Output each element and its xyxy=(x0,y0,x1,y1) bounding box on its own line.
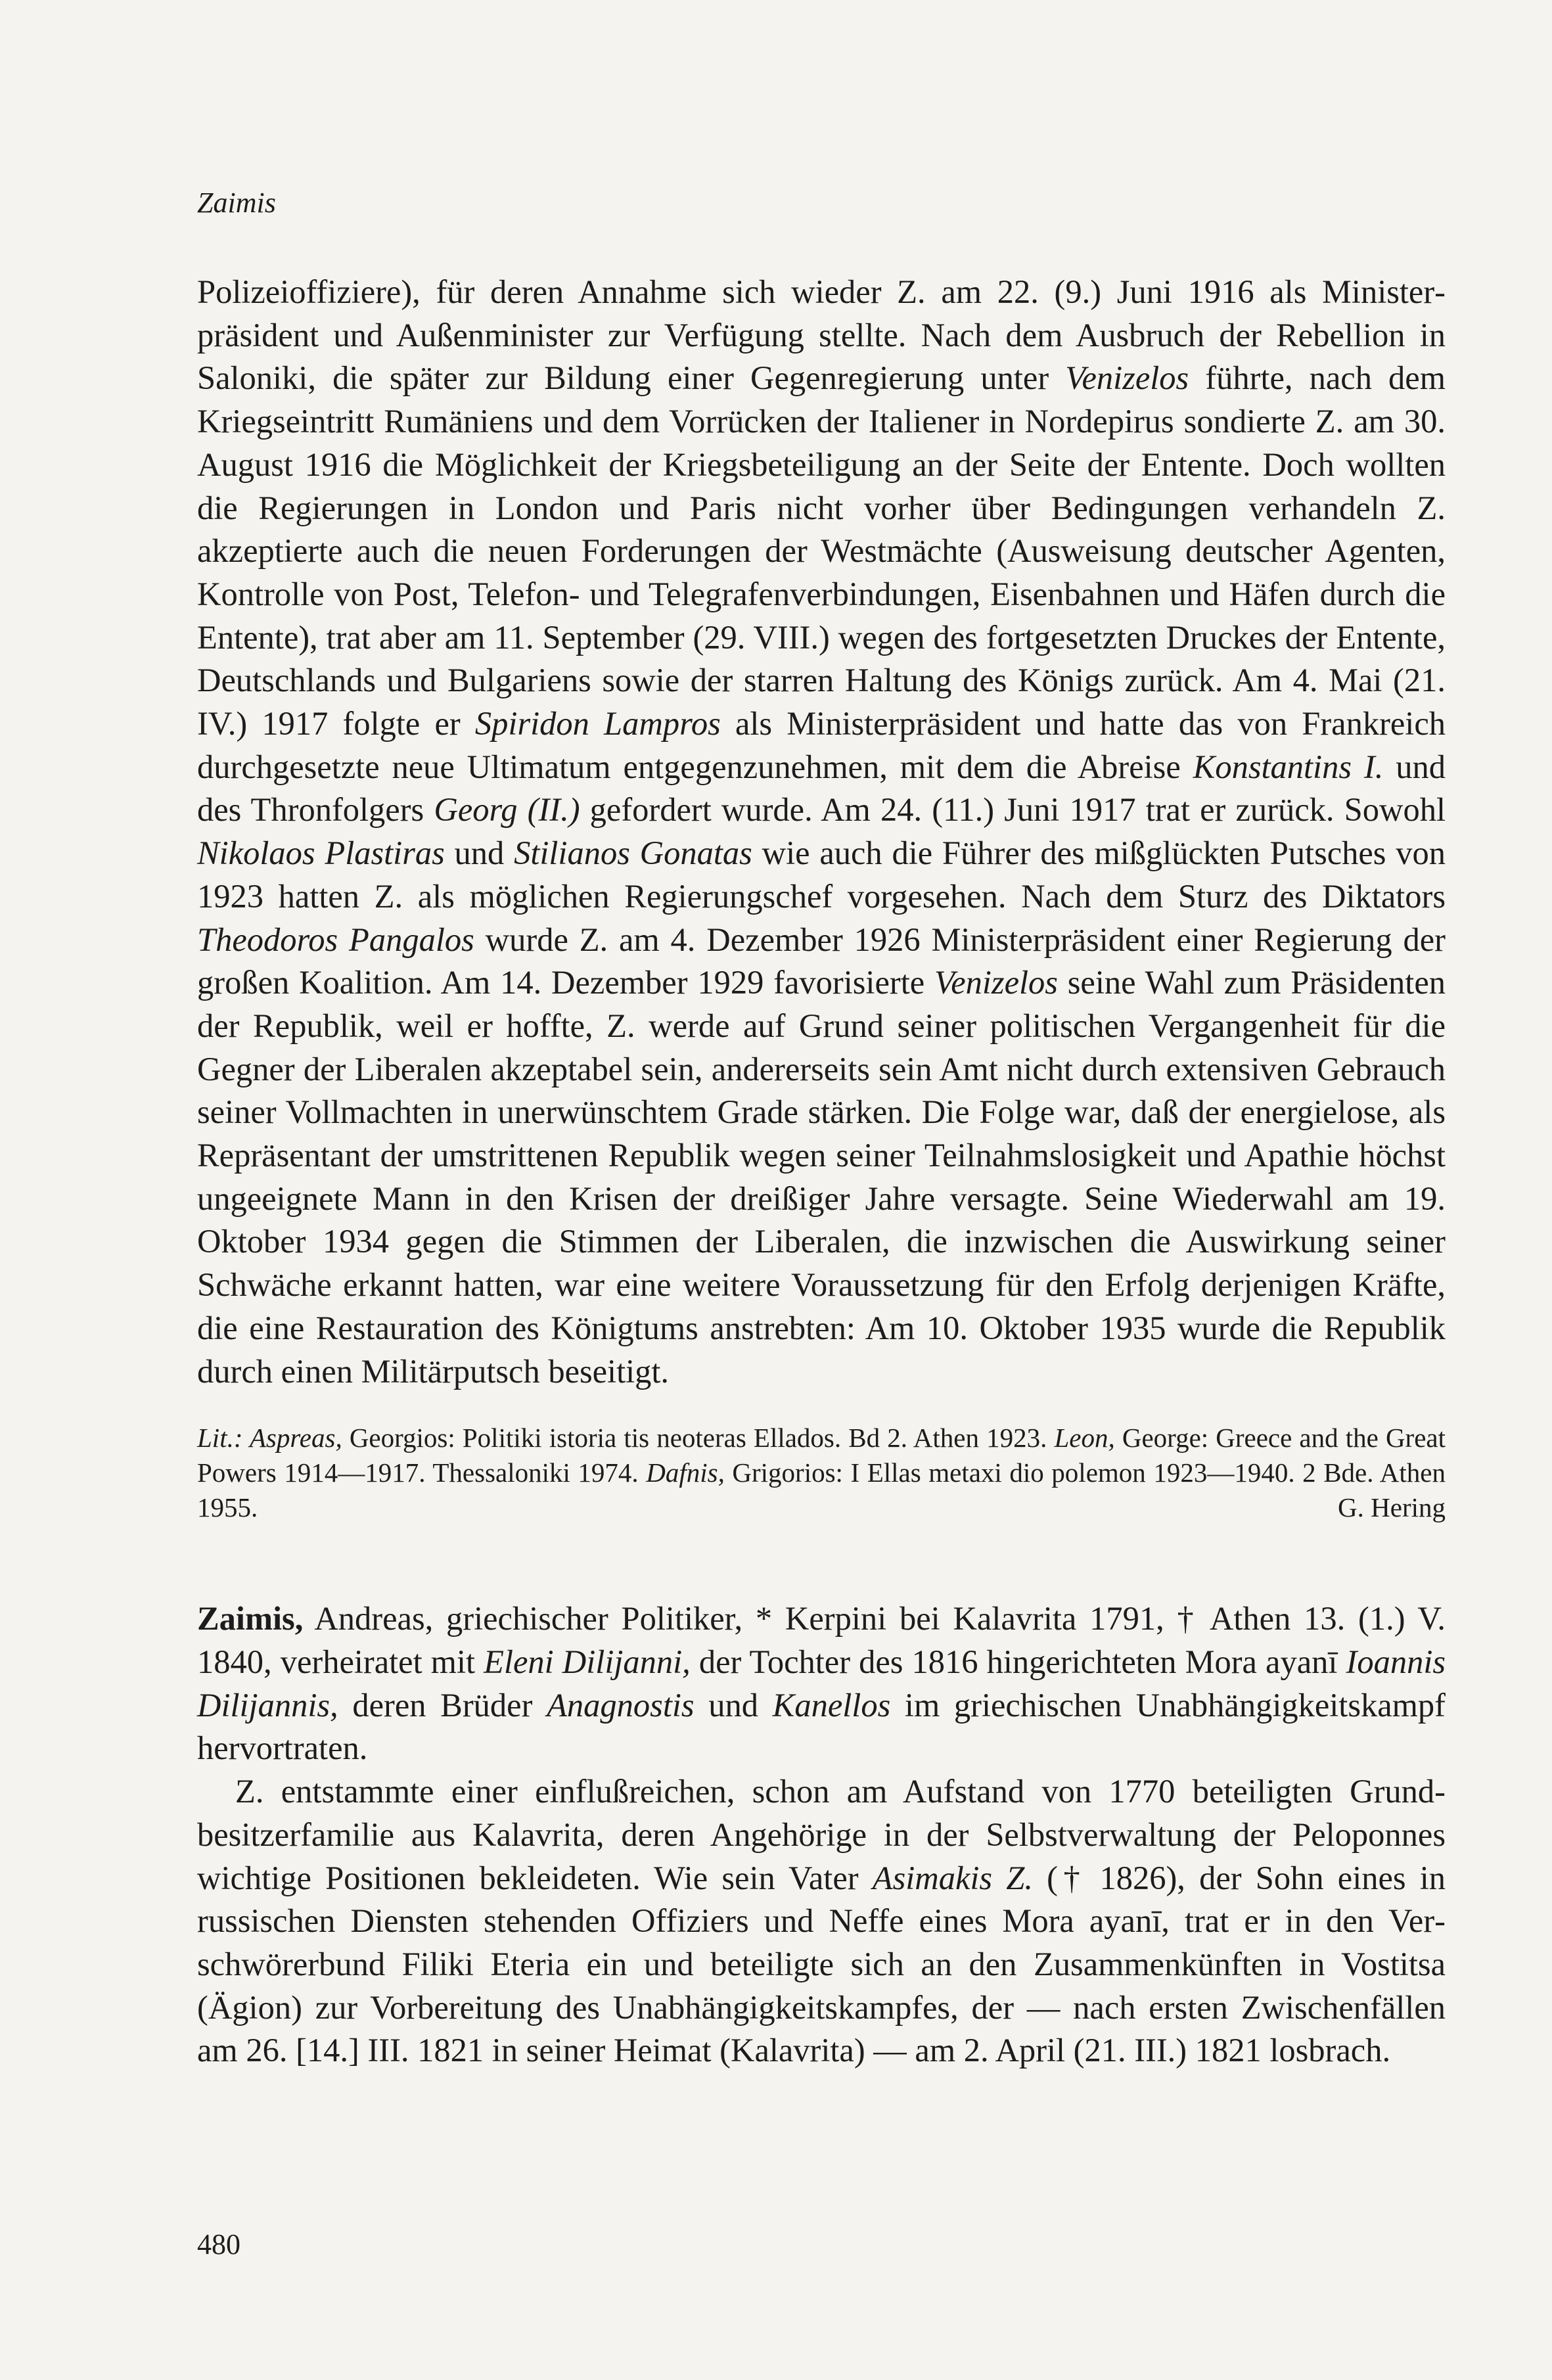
text-run: der Tochter des 1816 hingerichteten Mora ayanī xyxy=(690,1643,1346,1680)
article2-paragraph-2 xyxy=(197,1770,1446,2072)
lit-text: Georgios: Politiki istoria tis neoteras Ellados. Bd 2. Athen 1923. xyxy=(342,1423,1055,1453)
text-run: als Ministerpräsident und hatte das von Frankreich durchgesetzte neue Ultimatum entgegenzunehmen, mit dem die Abreise xyxy=(197,705,1446,785)
lit-label: Lit.: xyxy=(197,1423,250,1453)
person-name: Spiridon Lampros xyxy=(474,705,721,743)
person-name: Anagnostis xyxy=(547,1686,695,1724)
lit-text: Grigorios: I Ellas metaxi dio polemon 1923—1940. 2 Bde. Athen 1955. xyxy=(197,1457,1446,1523)
running-header: Zaimis xyxy=(197,187,276,219)
person-name: Ioannis Dilijannis, xyxy=(197,1643,1446,1724)
text-run: wurde Z. am 4. Dezember 1926 Ministerpräsident einer Regierung der großen Koalition. Am 14. Dezember 1929 favorisierte xyxy=(197,921,1446,1001)
person-name: Venizelos xyxy=(934,964,1058,1001)
article2 xyxy=(197,1597,1446,2072)
person-name: Asimakis Z. xyxy=(872,1859,1033,1896)
person-name: Georg (II.) xyxy=(434,791,580,829)
headword: Zaimis, xyxy=(197,1600,304,1637)
text-run: seine Wahl zum Präsidenten der Republik, weil er hoffte, Z. werde auf Grund seiner politischen Vergangenheit für die Gegner der Liberalen akzeptabel sein, andererseits sein Amt nicht durch extensiven Gebrauch seiner Vollmachten in unerwünschtem Grade stärken. Die Folge war, daß der energielose, als Repräsentant der umstrittenen Republik wegen seiner Teilnahmslosigkeit und Apathie höchst ungeeignete Mann in den Krisen der dreißiger Jahre versagte. Seine Wiederwahl am 19. Oktober 1934 gegen die Stimmen der Liberalen, die inzwischen die Auswirkung seiner Schwäche erkannt hatten, war eine weitere Voraussetzung für den Erfolg derjenigen Kräfte, die eine Restauration des Königtums anstrebten: Am 10. Oktober 1935 wurde die Republik durch einen Militärputsch beseitigt. xyxy=(197,964,1446,1390)
literature-references xyxy=(197,1421,1446,1525)
text-run: führte, nach dem Kriegseintritt Rumäniens und dem Vorrücken der Italiener in Nordepirus sondierte Z. am 30. August 1916 die Möglichkeit der Kriegsbeteiligung an der Seite der Entente. Doch wollten die Regierungen in London und Paris nicht vorher über Bedingungen verhandeln Z. akzeptierte auch die neuen Forderungen der Westmächte (Ausweisung deutscher Agenten, Kontrolle von Post, Telefon- und Telegrafenverbindungen, Eisenbahnen und Häfen durch die Entente), trat aber am 11. September (29. VIII.) wegen des fortgesetzten Druckes der Entente, Deutschlands und Bulgariens sowie der starren Haltung des Königs zurück. Am 4. Mai (21. IV.) 1917 folgte er xyxy=(197,359,1446,743)
person-name: Konstantins I. xyxy=(1193,748,1384,785)
text-run: deren Brüder xyxy=(338,1686,547,1724)
article2-paragraph-1 xyxy=(197,1597,1446,1770)
text-run: Andreas, griechischer Politiker, * Kerpini bei Kalavrita 1791, † Athen 13. (1.) V. 1840, verheiratet mit xyxy=(197,1600,1446,1680)
text-run: gefordert wurde. Am 24. (11.) Juni 1917 trat er zurück. Sowohl xyxy=(580,791,1446,829)
page-number: 480 xyxy=(197,2228,240,2260)
lit-text: George: Greece and the Great Powers 1914—1917. Thessaloniki 1974. xyxy=(197,1423,1446,1488)
person-name: Kanellos xyxy=(772,1686,891,1724)
person-name: Theodoros Pangalos xyxy=(197,921,474,958)
lit-author: Aspreas, xyxy=(249,1423,342,1453)
text-run: († 1826), der Sohn eines in russischen Diensten stehenden Offiziers und Neffe eines Mora ayanī, trat er in den Verschwörerbund Filiki Eteria ein und beteiligte sich an den Zusammenkünften in Vostitsa (Ägion) zur Vorbereitung des Unabhängigkeitskampfes, der — nach ersten Zwischenfällen am 26. [14.] III. 1821 in seiner Heimat (Kalavrita) — am 2. April (21. III.) 1821 losbrach. xyxy=(197,1859,1446,2069)
person-name: Eleni Dilijanni, xyxy=(484,1643,691,1680)
text-run: wie auch die Führer des mißglückten Putsches von 1923 hatten Z. als möglichen Regierungschef vorgesehen. Nach dem Sturz des Diktators xyxy=(197,835,1446,915)
text-run: und xyxy=(444,835,514,872)
text-run: Z. entstammte einer einflußreichen, schon am Aufstand von 1770 beteiligten Grundbesitzerfamilie aus Kalavrita, deren Angehörige in der Selbstverwaltung der Peloponnes wichtige Positionen bekleideten. Wie sein Vater xyxy=(197,1773,1446,1896)
lit-author: Leon, xyxy=(1054,1423,1115,1453)
article1-paragraph xyxy=(197,271,1446,1393)
body-text xyxy=(197,271,1446,2072)
text-run: und des Thronfolgers xyxy=(197,748,1446,829)
person-name: Nikolaos Plastiras xyxy=(197,835,445,872)
author-signature: G. Hering xyxy=(1338,1492,1446,1523)
lit-author: Dafnis, xyxy=(646,1457,725,1488)
text-run: und xyxy=(694,1686,773,1724)
text-run: im griechischen Unabhängigkeitskampf hervortraten. xyxy=(197,1686,1446,1767)
person-name: Venizelos xyxy=(1065,359,1189,397)
text-run: Polizeioffiziere), für deren Annahme sich wieder Z. am 22. (9.) Juni 1916 als Ministerpräsident und Außenminister zur Verfügung stellte. Nach dem Ausbruch der Rebellion in Saloniki, die später zur Bildung einer Gegenregierung unter xyxy=(197,273,1446,397)
person-name: Stilianos Gonatas xyxy=(514,835,752,872)
